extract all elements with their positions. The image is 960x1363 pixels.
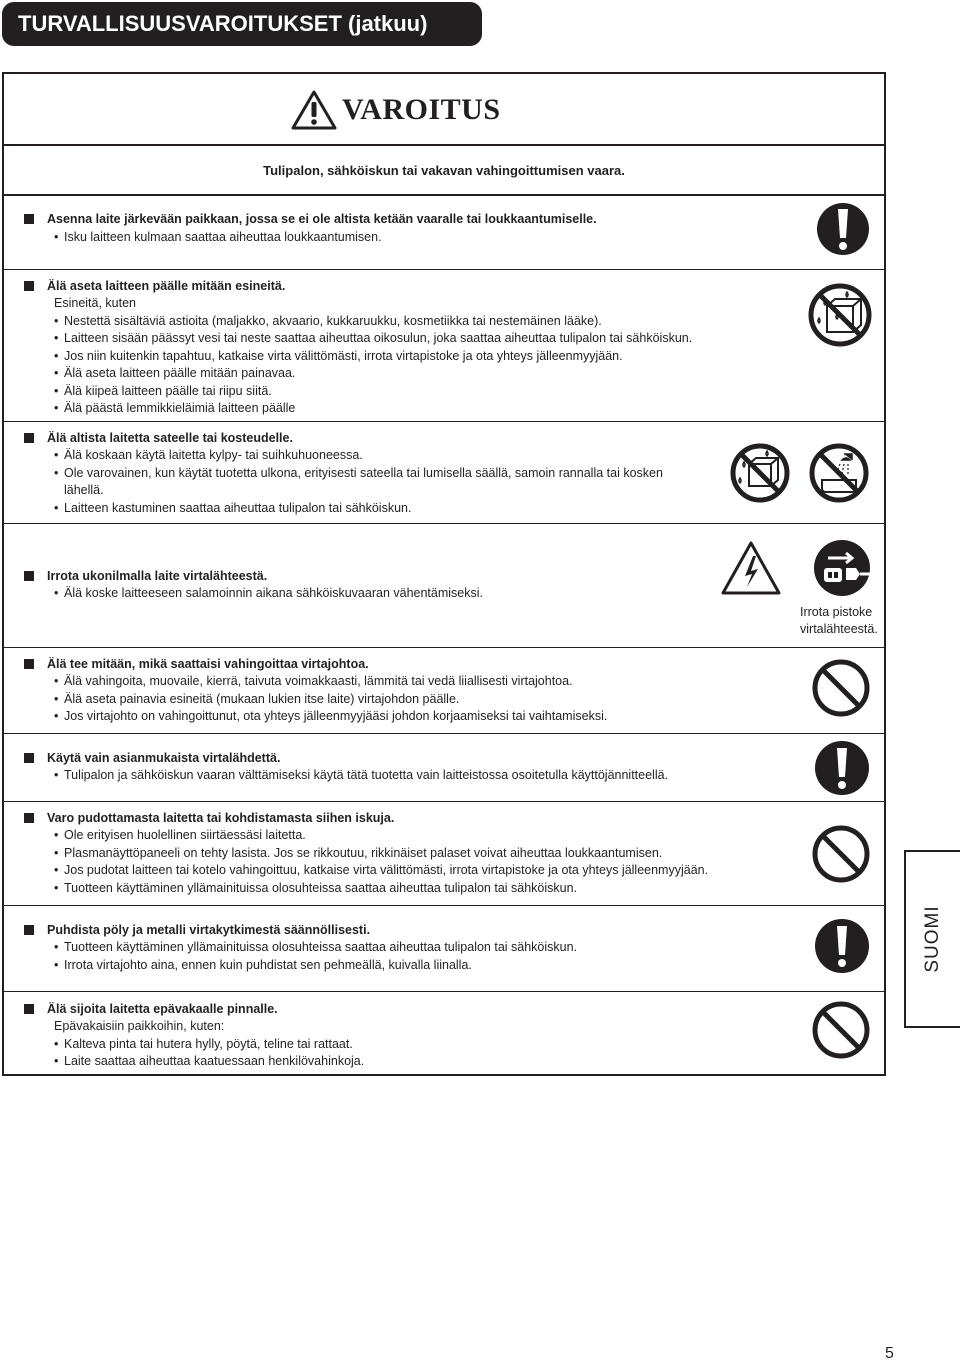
page-heading: TURVALLISUUSVAROITUKSET (jatkuu) bbox=[18, 11, 428, 36]
bullet-line: • Älä vahingoita, muovaile, kierrä, taivuta voimakkaasti, lämmitä tai vedä liiallisesti virtajohtoa. bbox=[54, 674, 573, 688]
section-body bbox=[54, 767, 668, 785]
section-body bbox=[54, 1018, 364, 1071]
warning-section bbox=[4, 422, 884, 524]
section-title: Asenna laite järkevään paikkaan, jossa se ei ole altista ketään vaaralle tai loukkaantumiselle. bbox=[24, 211, 597, 228]
section-title: Varo pudottamasta laitetta tai kohdistamasta siihen iskuja. bbox=[24, 810, 394, 827]
square-bullet-icon bbox=[24, 813, 34, 823]
bullet-line: • Älä kiipeä laitteen päälle tai riipu siitä. bbox=[54, 383, 272, 398]
bullet-line: • Laitteen sisään päässyt vesi tai neste saattaa aiheuttaa oikosulun, joka saattaa aiheuttaa tulipalon tai sähköiskun. bbox=[54, 331, 693, 345]
square-bullet-icon bbox=[24, 571, 34, 581]
bullet-line: • Ole erityisen huolellinen siirtäessäsi laitetta. bbox=[54, 828, 306, 842]
bullet-line: • Tulipalon ja sähköiskun vaaran välttämiseksi käytä tätä tuotetta vain laitteistossa osoitetulla käyttöjännitteellä. bbox=[54, 768, 669, 782]
warning-section bbox=[4, 196, 884, 270]
section-body bbox=[54, 585, 483, 603]
square-bullet-icon bbox=[24, 433, 34, 443]
section-title: Älä tee mitään, mikä saattaisi vahingoittaa virtajohtoa. bbox=[24, 656, 369, 673]
danger-summary: Tulipalon, sähköiskun tai vakavan vahingoittumisen vaara. bbox=[263, 163, 625, 178]
section-body bbox=[54, 673, 607, 726]
warning-triangle-icon bbox=[290, 89, 338, 131]
bullet-line: • Älä koske laitteeseen salamoinnin aikana sähköiskuvaaran vähentämiseksi. bbox=[54, 586, 483, 600]
prohibition-icon bbox=[811, 824, 871, 884]
warning-section bbox=[4, 734, 884, 802]
bullet-line: • Irrota virtajohto aina, ennen kuin puhdistat sen pehmeällä, kuivalla liinalla. bbox=[54, 957, 472, 972]
warning-section bbox=[4, 524, 884, 648]
warning-section bbox=[4, 270, 884, 422]
danger-summary-row bbox=[4, 146, 884, 196]
warning-section bbox=[4, 648, 884, 734]
section-title: Irrota ukonilmalla laite virtalähteestä. bbox=[24, 568, 267, 585]
section-title: Puhdista pöly ja metalli virtakytkimestä säännöllisesti. bbox=[24, 922, 370, 939]
section-body bbox=[54, 229, 382, 247]
bullet-line: • Jos pudotat laitteen tai kotelo vahingoittuu, katkaise virta välittömästi, irrota virtapistoke ja ota yhteys jälleenmyyjään. bbox=[54, 863, 709, 877]
prohibition-icon bbox=[811, 1000, 871, 1060]
bullet-line: • Plasmanäyttöpaneeli on tehty lasista. Jos se rikkoutuu, rikkinäiset palaset voivat aiheuttaa loukkaantumisen. bbox=[54, 845, 663, 860]
section-body bbox=[54, 295, 692, 418]
bullet-line: • Jos virtajohto on vahingoittunut, ota yhteys jälleenmyyjääsi johdon korjaamiseksi tai vaihtamiseksi. bbox=[54, 709, 608, 723]
page-number: 5 bbox=[885, 1345, 894, 1362]
bullet-line: • Laite saattaa aiheuttaa kaatuessaan henkilövahinkoja. bbox=[54, 1054, 365, 1068]
section-body bbox=[54, 447, 694, 517]
language-tab bbox=[904, 850, 960, 1028]
no-liquids-on-device-icon bbox=[807, 282, 873, 348]
no-shower-icon bbox=[808, 442, 870, 504]
text-line: Epävakaisiin paikkoihin, kuten: bbox=[54, 1019, 225, 1033]
bullet-line: • Laitteen kastuminen saattaa aiheuttaa tulipalon tai sähköiskun. bbox=[54, 500, 412, 515]
mandatory-exclamation-icon bbox=[815, 200, 871, 258]
square-bullet-icon bbox=[24, 659, 34, 669]
bullet-line: • Nestettä sisältäviä astioita (maljakko, akvaario, kukkaruukku, kosmetiikka tai nestemäinen lääke). bbox=[54, 313, 602, 328]
section-title: Käytä vain asianmukaista virtalähdettä. bbox=[24, 750, 280, 767]
bullet-line: • Kalteva pinta tai hutera hylly, pöytä, teline tai rattaat. bbox=[54, 1036, 353, 1051]
no-rain-icon bbox=[729, 442, 791, 504]
mandatory-exclamation-icon bbox=[813, 916, 871, 976]
warning-section bbox=[4, 906, 884, 992]
language-tab-label: SUOMI bbox=[922, 905, 943, 973]
bullet-line: • Ole varovainen, kun käytät tuotetta ulkona, erityisesti sateella tai lumisella säällä, samoin rannalla tai kosken lähellä. bbox=[54, 465, 663, 497]
section-body bbox=[54, 939, 577, 974]
bullet-line: • Älä koskaan käytä laitetta kylpy- tai suihkuhuoneessa. bbox=[54, 448, 363, 462]
lightning-warning-icon bbox=[720, 540, 782, 596]
bullet-line: • Älä päästä lemmikkieläimiä laitteen päälle bbox=[54, 401, 296, 415]
square-bullet-icon bbox=[24, 214, 34, 224]
bullet-line: • Jos niin kuitenkin tapahtuu, katkaise virta välittömästi, irrota virtapistoke ja ota yhteys jälleenmyyjään. bbox=[54, 348, 623, 363]
bullet-line: • Isku laitteen kulmaan saattaa aiheuttaa loukkaantumisen. bbox=[54, 230, 382, 244]
section-title: Älä altista laitetta sateelle tai kosteudelle. bbox=[24, 430, 293, 447]
warning-section bbox=[4, 992, 884, 1076]
warning-title-text: VAROITUS bbox=[342, 93, 501, 126]
section-title: Älä aseta laitteen päälle mitään esineitä. bbox=[24, 278, 285, 295]
warning-box bbox=[2, 72, 886, 1076]
warning-title bbox=[290, 88, 501, 132]
square-bullet-icon bbox=[24, 925, 34, 935]
icon-caption: Irrota pistoke virtalähteestä. bbox=[800, 605, 878, 636]
prohibition-icon bbox=[811, 658, 871, 718]
mandatory-exclamation-icon bbox=[813, 738, 871, 798]
square-bullet-icon bbox=[24, 281, 34, 291]
warning-title-row bbox=[4, 74, 884, 146]
warning-section bbox=[4, 802, 884, 906]
text-line: Esineitä, kuten bbox=[54, 296, 136, 310]
square-bullet-icon bbox=[24, 1004, 34, 1014]
unplug-icon bbox=[812, 538, 872, 598]
square-bullet-icon bbox=[24, 753, 34, 763]
section-header-bar bbox=[2, 2, 482, 46]
bullet-line: • Tuotteen käyttäminen yllämainituissa olosuhteissa saattaa aiheuttaa tulipalon tai sähköiskun. bbox=[54, 880, 578, 895]
bullet-line: • Älä aseta laitteen päälle mitään painavaa. bbox=[54, 366, 296, 380]
section-title: Älä sijoita laitetta epävakaalle pinnalle. bbox=[24, 1001, 278, 1018]
bullet-line: • Tuotteen käyttäminen yllämainituissa olosuhteissa saattaa aiheuttaa tulipalon tai sähköiskun. bbox=[54, 940, 578, 954]
bullet-line: • Älä aseta painavia esineitä (mukaan lukien itse laite) virtajohdon päälle. bbox=[54, 691, 460, 706]
section-body bbox=[54, 827, 708, 897]
